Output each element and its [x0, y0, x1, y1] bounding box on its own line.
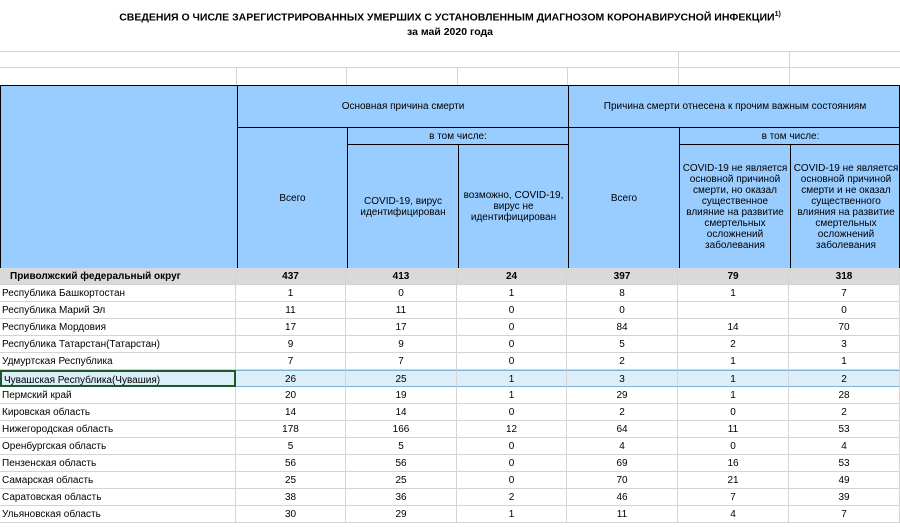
value-cell[interactable]: 25 — [236, 472, 346, 489]
value-cell[interactable]: 38 — [236, 489, 346, 506]
value-cell[interactable]: 8 — [567, 285, 678, 302]
value-cell[interactable] — [678, 302, 789, 319]
value-cell[interactable]: 166 — [346, 421, 457, 438]
region-name-cell[interactable]: Удмуртская Республика — [0, 353, 236, 370]
value-cell[interactable]: 26 — [236, 370, 346, 387]
value-cell[interactable]: 29 — [567, 387, 678, 404]
value-cell[interactable]: 7 — [236, 353, 346, 370]
footnote-mark: 1) — [774, 11, 781, 18]
value-cell[interactable]: 64 — [567, 421, 678, 438]
table-row[interactable] — [0, 489, 900, 506]
value-cell[interactable]: 49 — [789, 472, 900, 489]
value-cell[interactable]: 7 — [789, 285, 900, 302]
value-cell[interactable]: 437 — [236, 268, 346, 285]
value-cell[interactable]: 14 — [346, 404, 457, 421]
table-row[interactable] — [0, 387, 900, 404]
report-subtitle: за май 2020 года — [407, 26, 493, 38]
table-row[interactable] — [0, 438, 900, 455]
value-cell[interactable]: 56 — [236, 455, 346, 472]
header-other-cause: Причина смерти отнесена к прочим важным состояниям — [568, 86, 900, 127]
header-covid-not-main-effect: COVID-19 не является основной причиной смерти, но оказал существенное влияние на развитие смертельных осложнений заболевания — [679, 144, 790, 268]
value-cell[interactable]: 9 — [236, 336, 346, 353]
value-cell[interactable]: 1 — [678, 370, 789, 387]
region-name-cell[interactable]: Оренбургская область — [0, 438, 236, 455]
table-row[interactable] — [0, 285, 900, 302]
value-cell[interactable]: 2 — [457, 489, 567, 506]
value-cell[interactable]: 24 — [457, 268, 567, 285]
value-cell[interactable]: 0 — [789, 302, 900, 319]
value-cell[interactable]: 11 — [346, 302, 457, 319]
value-cell[interactable]: 7 — [789, 506, 900, 523]
value-cell[interactable]: 0 — [567, 302, 678, 319]
value-cell[interactable]: 30 — [236, 506, 346, 523]
value-cell[interactable]: 11 — [678, 421, 789, 438]
value-cell[interactable]: 46 — [567, 489, 678, 506]
value-cell[interactable]: 17 — [346, 319, 457, 336]
value-cell[interactable]: 0 — [457, 472, 567, 489]
value-cell[interactable]: 56 — [346, 455, 457, 472]
value-cell[interactable]: 5 — [346, 438, 457, 455]
value-cell[interactable]: 79 — [678, 268, 789, 285]
table-row[interactable] — [0, 506, 900, 523]
value-cell[interactable]: 28 — [789, 387, 900, 404]
value-cell[interactable]: 0 — [678, 438, 789, 455]
value-cell[interactable]: 1 — [678, 387, 789, 404]
header-total-2: Всего — [568, 127, 679, 268]
table-row[interactable] — [0, 319, 900, 336]
table-row[interactable] — [0, 404, 900, 421]
value-cell[interactable]: 2 — [678, 336, 789, 353]
value-cell[interactable]: 9 — [346, 336, 457, 353]
value-cell[interactable]: 1 — [457, 506, 567, 523]
value-cell[interactable]: 0 — [678, 404, 789, 421]
value-cell[interactable]: 0 — [457, 404, 567, 421]
table-row[interactable] — [0, 370, 900, 387]
value-cell[interactable]: 2 — [567, 404, 678, 421]
table-row[interactable] — [0, 455, 900, 472]
value-cell[interactable]: 178 — [236, 421, 346, 438]
value-cell[interactable]: 0 — [457, 336, 567, 353]
header-covid-not-main-no-effect: COVID-19 не является основной причиной смерти и не оказал существенного влияния на развитие смертельных осложнений заболевания — [790, 144, 900, 268]
value-cell[interactable]: 5 — [567, 336, 678, 353]
region-name-cell[interactable]: Саратовская область — [0, 489, 236, 506]
value-cell[interactable]: 1 — [457, 370, 567, 387]
region-name-cell[interactable]: Республика Башкортостан — [0, 285, 236, 302]
value-cell[interactable]: 14 — [678, 319, 789, 336]
region-name-cell[interactable]: Самарская область — [0, 472, 236, 489]
header-main-cause: Основная причина смерти — [237, 86, 568, 127]
region-name-cell[interactable]: Пермский край — [0, 387, 236, 404]
value-cell[interactable]: 39 — [789, 489, 900, 506]
value-cell[interactable]: 2 — [567, 353, 678, 370]
value-cell[interactable]: 4 — [567, 438, 678, 455]
value-cell[interactable]: 0 — [457, 319, 567, 336]
value-cell[interactable]: 7 — [678, 489, 789, 506]
table-row[interactable] — [0, 421, 900, 438]
value-cell[interactable]: 11 — [236, 302, 346, 319]
value-cell[interactable]: 0 — [457, 302, 567, 319]
header-covid-identified: COVID-19, вирус идентифицирован — [347, 144, 458, 268]
value-cell[interactable]: 3 — [567, 370, 678, 387]
value-cell[interactable]: 1 — [236, 285, 346, 302]
region-name-cell[interactable]: Ульяновская область — [0, 506, 236, 523]
value-cell[interactable]: 0 — [457, 353, 567, 370]
value-cell[interactable]: 318 — [789, 268, 900, 285]
value-cell[interactable]: 20 — [236, 387, 346, 404]
value-cell[interactable]: 5 — [236, 438, 346, 455]
value-cell[interactable]: 1 — [678, 285, 789, 302]
value-cell[interactable]: 14 — [236, 404, 346, 421]
header-including-1: в том числе: — [347, 127, 568, 144]
table-row[interactable] — [0, 302, 900, 319]
value-cell[interactable]: 16 — [678, 455, 789, 472]
value-cell[interactable]: 4 — [789, 438, 900, 455]
table-row-total[interactable] — [0, 268, 900, 285]
value-cell[interactable]: 2 — [789, 404, 900, 421]
value-cell[interactable]: 1 — [457, 285, 567, 302]
value-cell[interactable]: 25 — [346, 472, 457, 489]
table-row[interactable] — [0, 472, 900, 489]
region-name-cell[interactable]: Республика Мордовия — [0, 319, 236, 336]
header-including-2: в том числе: — [679, 127, 900, 144]
region-name-cell[interactable]: Пензенская область — [0, 455, 236, 472]
value-cell[interactable]: 53 — [789, 421, 900, 438]
value-cell[interactable]: 1 — [789, 353, 900, 370]
value-cell[interactable]: 0 — [457, 438, 567, 455]
value-cell[interactable]: 84 — [567, 319, 678, 336]
value-cell[interactable]: 12 — [457, 421, 567, 438]
table-row[interactable] — [0, 336, 900, 353]
value-cell[interactable]: 7 — [346, 353, 457, 370]
value-cell[interactable]: 19 — [346, 387, 457, 404]
value-cell[interactable]: 1 — [678, 353, 789, 370]
value-cell[interactable]: 29 — [346, 506, 457, 523]
report-title — [0, 11, 900, 24]
value-cell[interactable]: 11 — [567, 506, 678, 523]
value-cell[interactable]: 25 — [346, 370, 457, 387]
value-cell[interactable]: 21 — [678, 472, 789, 489]
value-cell[interactable]: 397 — [567, 268, 678, 285]
region-name-cell[interactable]: Чувашская Республика(Чувашия) — [0, 370, 236, 387]
value-cell[interactable]: 36 — [346, 489, 457, 506]
value-cell[interactable]: 413 — [346, 268, 457, 285]
region-name-cell[interactable]: Кировская область — [0, 404, 236, 421]
value-cell[interactable]: 53 — [789, 455, 900, 472]
value-cell[interactable]: 70 — [567, 472, 678, 489]
value-cell[interactable]: 3 — [789, 336, 900, 353]
region-name-cell[interactable]: Нижегородская область — [0, 421, 236, 438]
table-row[interactable] — [0, 353, 900, 370]
value-cell[interactable]: 0 — [346, 285, 457, 302]
table-header — [0, 85, 900, 269]
value-cell[interactable]: 70 — [789, 319, 900, 336]
value-cell[interactable]: 1 — [457, 387, 567, 404]
region-name-cell[interactable]: Республика Марий Эл — [0, 302, 236, 319]
header-total-1: Всего — [237, 127, 347, 268]
value-cell[interactable]: 0 — [457, 455, 567, 472]
region-name-cell[interactable]: Приволжский федеральный округ — [0, 268, 236, 285]
value-cell[interactable]: 4 — [678, 506, 789, 523]
value-cell[interactable]: 17 — [236, 319, 346, 336]
value-cell[interactable]: 69 — [567, 455, 678, 472]
report-title-text: СВЕДЕНИЯ О ЧИСЛЕ ЗАРЕГИСТРИРОВАННЫХ УМЕРШИХ С УСТАНОВЛЕННЫМ ДИАГНОЗОМ КОРОНАВИРУСНОЙ ИНФЕКЦИИ — [119, 11, 775, 24]
value-cell[interactable]: 2 — [789, 370, 900, 387]
header-covid-possible: возможно, COVID-19, вирус не идентифицирован — [458, 144, 568, 268]
region-name-cell[interactable]: Республика Татарстан(Татарстан) — [0, 336, 236, 353]
